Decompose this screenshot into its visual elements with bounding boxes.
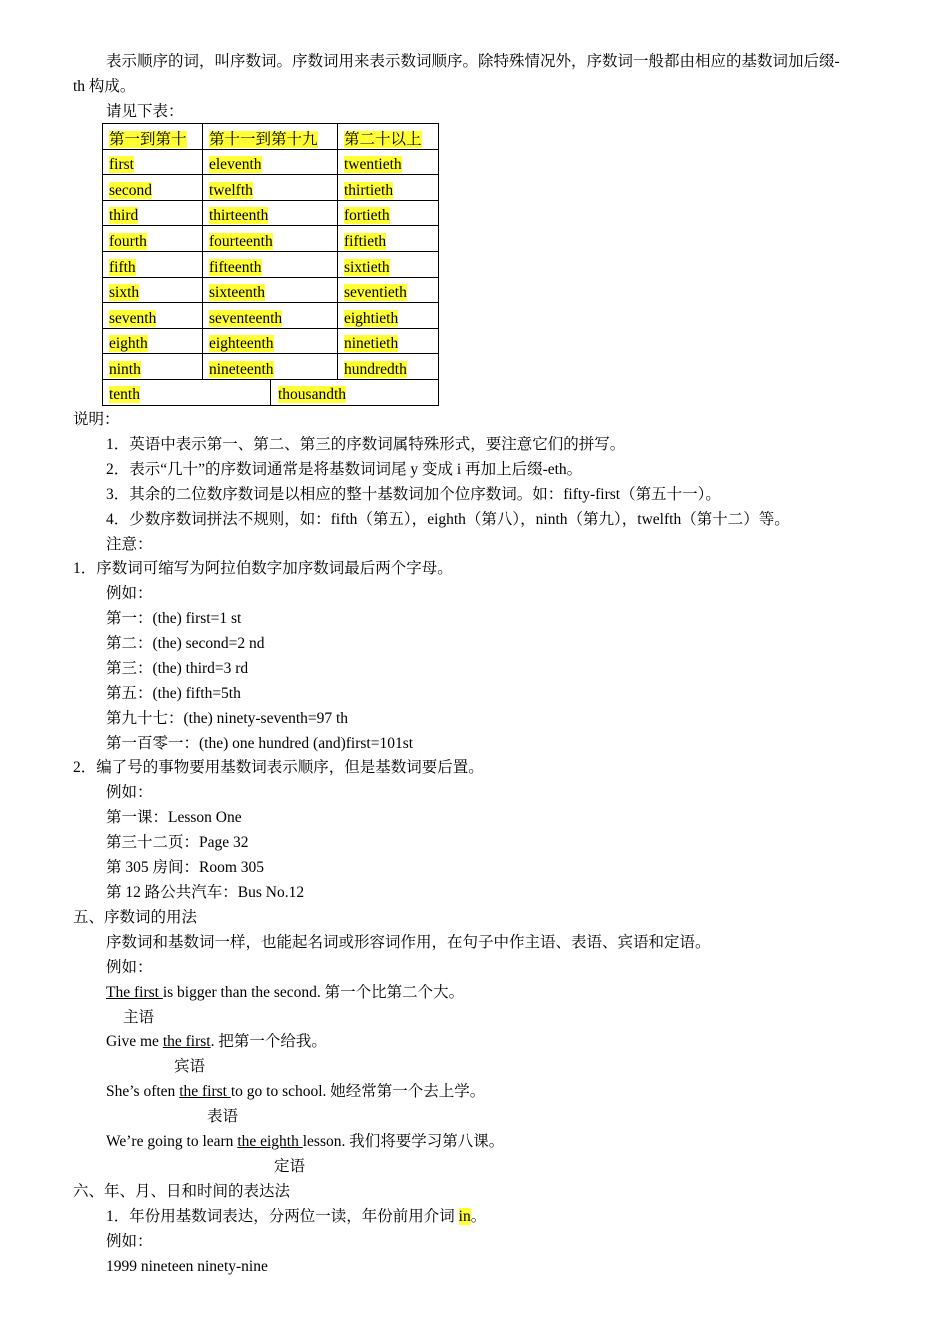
table-cell: twentieth <box>344 156 402 174</box>
table-header: 第二十以上 <box>344 130 422 148</box>
note-item: 4．少数序数词拼法不规则，如：fifth（第五），eighth（第八），ninth（第九），twelfth（第十二）等。 <box>106 511 790 528</box>
grammar-role-label: 宾语 <box>174 1058 206 1075</box>
table-row <box>103 303 439 329</box>
dates-item-1: 1．年份用基数词表达，分两位一读，年份前用介词 in。 <box>106 1208 487 1225</box>
abbrev-example: 第九十七：(the) ninety-seventh=97 th <box>106 710 349 727</box>
table-cell: thousandth <box>278 385 347 403</box>
table-cell: fourteenth <box>209 232 273 250</box>
usage-sentence: The first is bigger than the second. 第一个比第二个大。 <box>106 984 465 1001</box>
table-row <box>103 175 439 201</box>
table-row <box>103 328 439 354</box>
table-cell: fiftieth <box>344 232 387 250</box>
dates-title: 六、年、月、日和时间的表达法 <box>73 1183 291 1200</box>
example-label: 例如： <box>106 784 153 801</box>
table-cell: thirtieth <box>344 181 394 199</box>
underlined-phrase: the first <box>179 1083 231 1100</box>
see-table-label: 请见下表： <box>106 103 184 120</box>
table-cell: eighteenth <box>209 335 274 353</box>
table-last-row <box>103 379 439 405</box>
table-cell: eightieth <box>344 309 399 327</box>
table-cell: sixteenth <box>209 284 265 302</box>
table-cell: ninth <box>109 360 141 378</box>
underlined-phrase: the eighth <box>237 1133 303 1150</box>
table-cell: sixth <box>109 284 140 302</box>
grammar-role-label: 表语 <box>207 1108 239 1125</box>
abbrev-example: 第五：(the) fifth=5th <box>106 685 241 702</box>
note-item: 1．英语中表示第一、第二、第三的序数词属特殊形式，要注意它们的拼写。 <box>106 436 626 453</box>
table-row <box>103 354 439 380</box>
table-cell: eighth <box>109 335 148 353</box>
table-cell: seventieth <box>344 284 407 302</box>
underlined-phrase: the first <box>162 1033 211 1050</box>
table-row <box>103 277 439 303</box>
usage-sentence: She’s often the first to go to school. 她经常第一个去上学。 <box>106 1083 486 1100</box>
underlined-phrase: The first <box>106 984 163 1001</box>
table-cell: second <box>109 181 153 199</box>
note-item: 2．表示“几十”的序数词通常是将基数词词尾 y 变成 i 再加上后缀-eth。 <box>106 461 583 478</box>
table-cell: ninetieth <box>344 335 399 353</box>
table-header: 第十一到第十九 <box>209 130 318 148</box>
intro-line-2: th 构成。 <box>73 78 136 95</box>
table-cell: seventeenth <box>209 309 283 327</box>
abbrev-example: 第一百零一：(the) one hundred (and)first=101st <box>106 735 414 752</box>
table-row <box>103 251 439 277</box>
abbrev-example: 第一：(the) first=1 st <box>106 610 242 627</box>
abbrev-example: 第三：(the) third=3 rd <box>106 660 249 677</box>
table-cell: nineteenth <box>209 360 274 378</box>
table-cell: twelfth <box>209 181 253 199</box>
table-cell: seventh <box>109 309 157 327</box>
table-cell: sixtieth <box>344 258 390 276</box>
table-cell: tenth <box>109 385 140 403</box>
note-item: 3．其余的二位数序数词是以相应的整十基数词加个位序数词。如：fifty-first（第五十一）。 <box>106 486 721 503</box>
numbered-example: 第 12 路公共汽车：Bus No.12 <box>106 884 305 901</box>
abbrev-title: 1．序数词可缩写为阿拉伯数字加序数词最后两个字母。 <box>73 560 453 577</box>
table-cell: fifth <box>109 258 136 276</box>
numbered-example: 第 305 房间：Room 305 <box>106 859 265 876</box>
attention-label: 注意： <box>106 536 153 553</box>
notes-title: 说明： <box>73 411 120 428</box>
grammar-role-label: 主语 <box>123 1009 155 1026</box>
abbrev-example: 第二：(the) second=2 nd <box>106 635 265 652</box>
usage-title: 五、序数词的用法 <box>73 909 198 926</box>
usage-sentence: We’re going to learn the eighth lesson. 我们将要学习第八课。 <box>106 1133 505 1150</box>
table-cell: fortieth <box>344 207 390 225</box>
table-row <box>103 200 439 226</box>
table-cell: fourth <box>109 232 147 250</box>
table-cell: eleventh <box>209 156 262 174</box>
intro-line-1: 表示顺序的词，叫序数词。序数词用来表示数词顺序。除特殊情况外，序数词一般都由相应的基数词加后缀- <box>106 53 840 70</box>
table-header: 第一到第十 <box>109 130 187 148</box>
ordinal-table <box>102 123 439 406</box>
table-row <box>103 149 439 175</box>
table-cell: fifteenth <box>209 258 262 276</box>
table-row <box>103 226 439 252</box>
numbered-example: 第三十二页：Page 32 <box>106 834 249 851</box>
usage-sentence: Give me the first. 把第一个给我。 <box>106 1033 327 1050</box>
table-header-row <box>103 124 439 150</box>
example-label: 例如： <box>106 959 153 976</box>
highlighted-word: in <box>458 1208 471 1225</box>
example-label: 例如： <box>106 585 153 602</box>
dates-example: 1999 nineteen ninety-nine <box>106 1258 268 1275</box>
table-cell: thirteenth <box>209 207 269 225</box>
numbered-title: 2．编了号的事物要用基数词表示顺序，但是基数词要后置。 <box>73 759 484 776</box>
usage-desc: 序数词和基数词一样，也能起名词或形容词作用，在句子中作主语、表语、宾语和定语。 <box>106 934 711 951</box>
numbered-example: 第一课：Lesson One <box>106 809 242 826</box>
table-cell: hundredth <box>344 360 407 378</box>
table-cell: third <box>109 207 139 225</box>
example-label: 例如： <box>106 1233 153 1250</box>
table-cell: first <box>109 156 134 174</box>
grammar-role-label: 定语 <box>274 1158 306 1175</box>
